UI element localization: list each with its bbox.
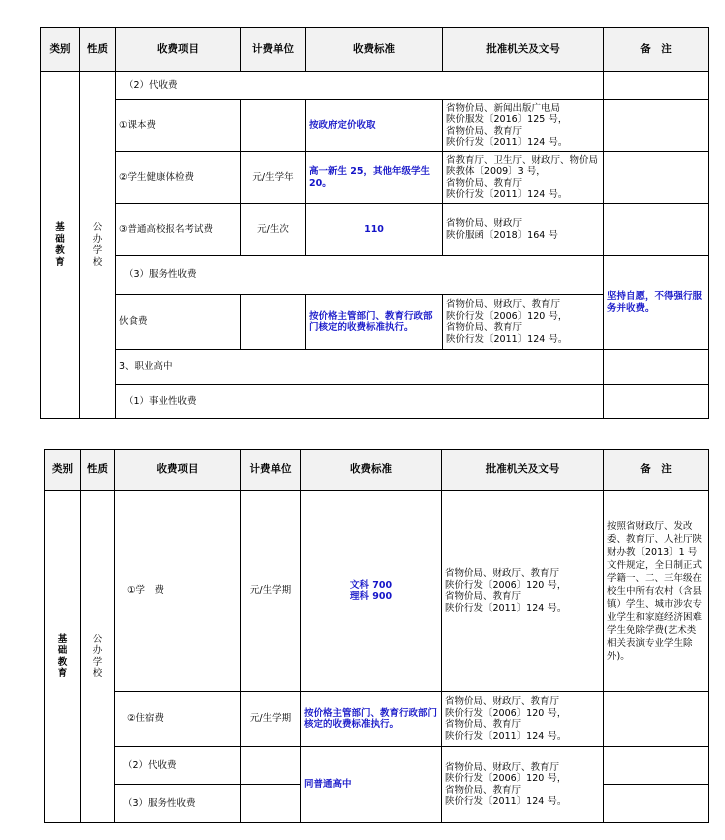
standard-cell: 按价格主管部门、教育行政部门核定的收费标准执行。 (306, 295, 443, 350)
unit-cell (241, 295, 306, 350)
header-remark: 备 注 (604, 28, 709, 72)
authority-cell: 省物价局、财政厅、教育厅 陕价行发〔2006〕120 号， 省物价局、教育厅 陕价行发〔2011〕124 号。 (442, 491, 604, 692)
item-cell: （3）服务性收费 (115, 785, 241, 823)
header-row (41, 28, 709, 72)
header-item: 收费项目 (115, 450, 241, 491)
item-cell: 伙食费 (116, 295, 241, 350)
standard-merged-cell: 同普通高中 (301, 747, 442, 823)
fee-table-2 (44, 449, 709, 823)
header-unit: 计费单位 (241, 450, 301, 491)
header-unit: 计费单位 (241, 28, 306, 72)
header-authority: 批准机关及文号 (443, 28, 604, 72)
remark-cell (604, 692, 709, 747)
header-authority: 批准机关及文号 (442, 450, 604, 491)
row-service-fees: （3）服务性收费 (116, 256, 604, 295)
item-cell: ③普通高校报名考试费 (116, 204, 241, 256)
item-cell: ①课本费 (116, 100, 241, 152)
standard-cell: 110 (306, 204, 443, 256)
header-category: 类别 (45, 450, 81, 491)
item-cell: ①学 费 (115, 491, 241, 692)
remark-cell (604, 204, 709, 256)
table-row (41, 152, 709, 204)
item-cell: ②住宿费 (115, 692, 241, 747)
item-cell: ②学生健康体检费 (116, 152, 241, 204)
header-standard: 收费标准 (301, 450, 442, 491)
standard-cell: 高一新生 25，其他年级学生 20。 (306, 152, 443, 204)
authority-cell: 省物价局、财政厅、教育厅 陕价行发〔2006〕120 号， 省物价局、教育厅 陕价行发〔2011〕124 号。 (442, 692, 604, 747)
unit-cell: 元/生学年 (241, 152, 306, 204)
row-vocational-high: 3、职业高中 (116, 350, 604, 385)
authority-cell: 省物价局、财政厅 陕价服函〔2018〕164 号 (443, 204, 604, 256)
header-remark: 备 注 (604, 450, 709, 491)
remark-cell: 按照省财政厅、发改委、教育厅、人社厅陕财办教〔2013〕1 号文件规定，全日制正式学籍一、二、三年级在校生中所有农村（含县镇）学生、城市涉农专业学生和家庭经济困难学生免除学费(艺术类相关表演专业学生除外)。 (604, 491, 709, 692)
table-row (41, 72, 709, 100)
fee-table-1 (40, 27, 709, 419)
header-nature: 性质 (81, 450, 115, 491)
authority-merged-cell: 省物价局、财政厅、教育厅 陕价行发〔2006〕120 号， 省物价局、教育厅 陕价行发〔2011〕124 号。 (442, 747, 604, 823)
remark-service-cell: 坚持自愿，不得强行服务并收费。 (604, 256, 709, 350)
remark-cell (604, 350, 709, 385)
authority-cell: 省教育厅、卫生厅、财政厅、物价局陕教体〔2009〕3 号， 省物价局、教育厅 陕价行发〔2011〕124 号。 (443, 152, 604, 204)
authority-cell: 省物价局、财政厅、教育厅 陕价行发〔2006〕120 号， 省物价局、教育厅 陕价行发〔2011〕124 号。 (443, 295, 604, 350)
unit-cell (241, 747, 301, 785)
category-cell: 基 础 教 育 (45, 491, 81, 823)
row-agency-fees: （2）代收费 (116, 72, 604, 100)
table-row (41, 100, 709, 152)
remark-cell (604, 100, 709, 152)
table-row (45, 747, 709, 785)
nature-cell: 公 办 学 校 (80, 72, 116, 419)
row-public-fees: （1）事业性收费 (116, 385, 604, 419)
remark-cell (604, 152, 709, 204)
unit-cell (241, 785, 301, 823)
unit-cell: 元/生学期 (241, 491, 301, 692)
standard-cell: 按政府定价收取 (306, 100, 443, 152)
table-row (41, 204, 709, 256)
unit-cell: 元/生学期 (241, 692, 301, 747)
nature-cell: 公 办 学 校 (81, 491, 115, 823)
unit-cell: 元/生次 (241, 204, 306, 256)
remark-cell (604, 72, 709, 100)
header-nature: 性质 (80, 28, 116, 72)
remark-cell (604, 785, 709, 823)
item-cell: （2）代收费 (115, 747, 241, 785)
table-row (41, 385, 709, 419)
category-cell: 基 础 教 育 (41, 72, 80, 419)
standard-cell: 文科 700 理科 900 (301, 491, 442, 692)
header-item: 收费项目 (116, 28, 241, 72)
unit-cell (241, 100, 306, 152)
authority-cell: 省物价局、新闻出版广电局 陕价服发〔2016〕125 号， 省物价局、教育厅 陕价行发〔2011〕124 号。 (443, 100, 604, 152)
table-row (45, 491, 709, 692)
header-category: 类别 (41, 28, 80, 72)
table-row (41, 256, 709, 295)
remark-cell (604, 747, 709, 785)
remark-cell (604, 385, 709, 419)
standard-cell: 按价格主管部门、教育行政部门核定的收费标准执行。 (301, 692, 442, 747)
header-row (45, 450, 709, 491)
table-row (41, 350, 709, 385)
header-standard: 收费标准 (306, 28, 443, 72)
table-row (45, 692, 709, 747)
